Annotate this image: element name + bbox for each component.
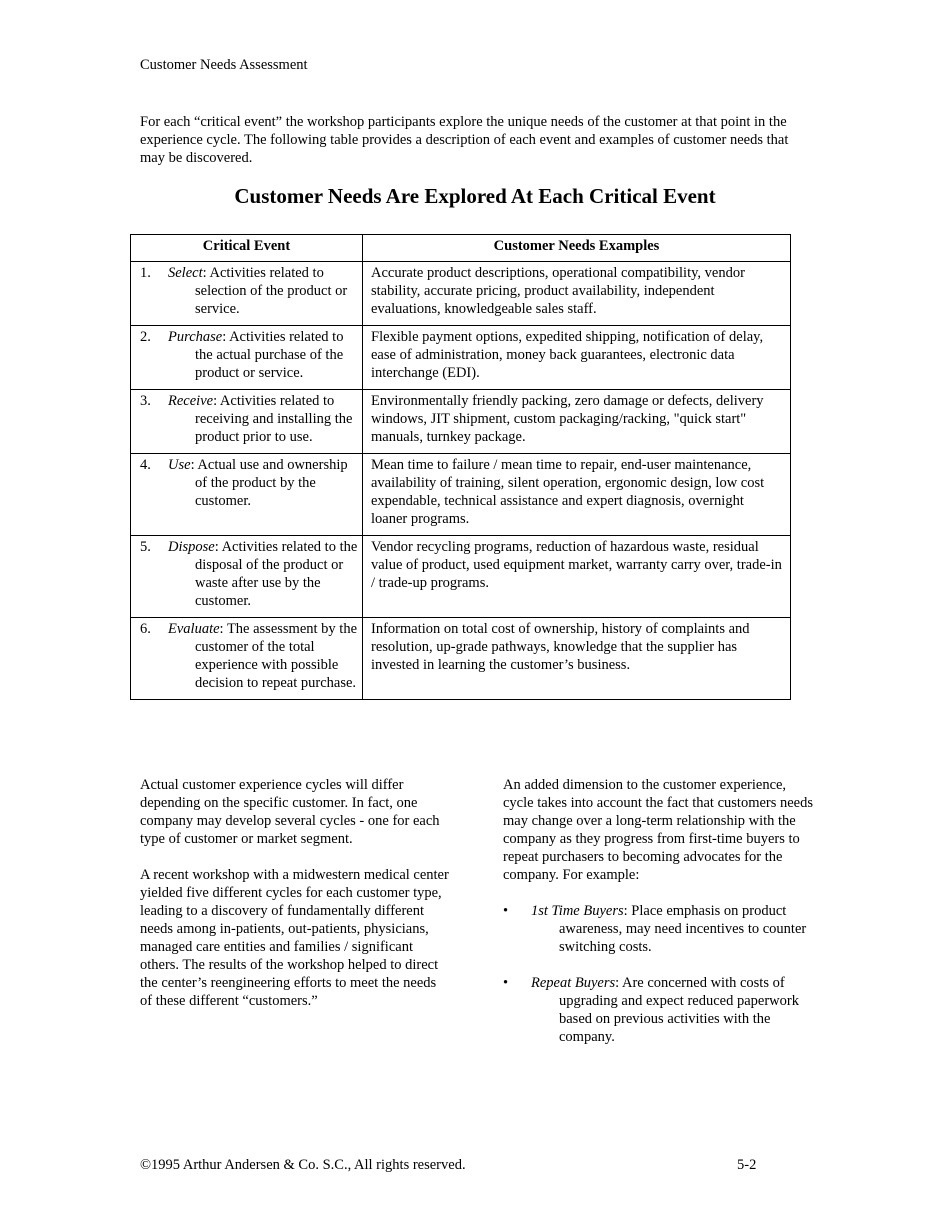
event-description: : Actual use and ownership of the product by the customer. [190, 457, 348, 509]
needs-cell: Information on total cost of ownership, history of complaints and resolution, up-grade pathways, knowledge that the supplier has invested in learning the customer’s business. [363, 618, 791, 700]
event-number: 1. [140, 265, 151, 281]
bullet-term: Repeat Buyers [531, 975, 616, 991]
list-item [503, 902, 813, 956]
section-title: Customer Needs Are Explored At Each Critical Event [234, 184, 716, 208]
bullet-icon: • [503, 903, 509, 919]
table-row [131, 454, 791, 536]
table-row [131, 390, 791, 454]
needs-cell: Accurate product descriptions, operational compatibility, vendor stability, accurate pricing, product availability, independent evaluations, knowledgeable sales staff. [363, 262, 791, 326]
event-cell [131, 390, 363, 454]
event-description: : Activities related to the actual purchase of the product or service. [195, 329, 344, 381]
table-row [131, 536, 791, 618]
critical-events-table [130, 234, 791, 700]
table-header-row [131, 235, 791, 262]
needs-cell: Mean time to failure / mean time to repair, end-user maintenance, availability of training, silent operation, ergonomic design, low cost expendable, technical assistance and expert diagnosis, overnight loaner programs. [363, 454, 791, 536]
event-number: 4. [140, 457, 151, 473]
event-cell [131, 454, 363, 536]
column-header-critical-event: Critical Event [131, 235, 363, 262]
event-name: Use [168, 457, 191, 473]
body-paragraph: A recent workshop with a midwestern medical center yielded five different cycles for each customer type, leading to a discovery of fundamentally different needs among in-patients, out-patients, physicians, managed care entities and families / significant others. The results of the workshop helped to direct the center’s reengineering efforts to meet the needs of these different “customers.” [140, 867, 449, 1009]
intro-paragraph: For each “critical event” the workshop participants explore the unique needs of the customer at that point in the experience cycle. The following table provides a description of each event and examples of customer needs that may be discovered. [140, 114, 789, 166]
event-description: : The assessment by the customer of the total experience with possible decision to repeat purchase. [195, 621, 358, 691]
right-column [503, 776, 813, 1064]
running-header: Customer Needs Assessment [140, 57, 308, 73]
event-number: 5. [140, 539, 151, 555]
event-name: Select [168, 265, 203, 281]
event-name: Purchase [168, 329, 223, 345]
left-column [140, 776, 450, 1028]
event-cell [131, 536, 363, 618]
list-item [503, 974, 813, 1046]
event-name: Dispose [168, 539, 215, 555]
body-paragraph: An added dimension to the customer experience, cycle takes into account the fact that customers needs may change over a long-term relationship with the company as they progress from first-time buyers to repeat purchasers to becoming advocates for the company. For example: [503, 777, 814, 883]
bullet-text: : Are concerned with costs of upgrading and expect reduced paperwork based on previous activities with the company. [559, 975, 799, 1045]
bullet-icon: • [503, 975, 509, 991]
bullet-term: 1st Time Buyers [531, 903, 624, 919]
page-number: 5-2 [737, 1157, 757, 1173]
body-paragraph: Actual customer experience cycles will differ depending on the specific customer. In fact, one company may develop several cycles - one for each type of customer or market segment. [140, 777, 440, 847]
event-description: : Activities related to receiving and installing the product prior to use. [195, 393, 353, 445]
column-header-customer-needs: Customer Needs Examples [363, 235, 791, 262]
needs-cell: Environmentally friendly packing, zero damage or defects, delivery windows, JIT shipment, custom packaging/racking, "quick start" manuals, turnkey package. [363, 390, 791, 454]
event-description: : Activities related to the disposal of the product or waste after use by the customer. [195, 539, 358, 609]
event-name: Evaluate [168, 621, 220, 637]
bullet-text: : Place emphasis on product awareness, may need incentives to counter switching costs. [559, 903, 807, 955]
needs-cell: Vendor recycling programs, reduction of hazardous waste, residual value of product, used equipment market, warranty carry over, trade-in / trade-up programs. [363, 536, 791, 618]
event-number: 2. [140, 329, 151, 345]
event-name: Receive [168, 393, 214, 409]
event-cell [131, 326, 363, 390]
event-number: 3. [140, 393, 151, 409]
footer-copyright: ©1995 Arthur Andersen & Co. S.C., All rights reserved. [140, 1157, 466, 1173]
table-row [131, 618, 791, 700]
event-number: 6. [140, 621, 151, 637]
table-row [131, 262, 791, 326]
table-row [131, 326, 791, 390]
needs-cell: Flexible payment options, expedited shipping, notification of delay, ease of administration, money back guarantees, electronic data interchange (EDI). [363, 326, 791, 390]
event-description: : Activities related to selection of the product or service. [195, 265, 348, 317]
event-cell [131, 262, 363, 326]
event-cell [131, 618, 363, 700]
